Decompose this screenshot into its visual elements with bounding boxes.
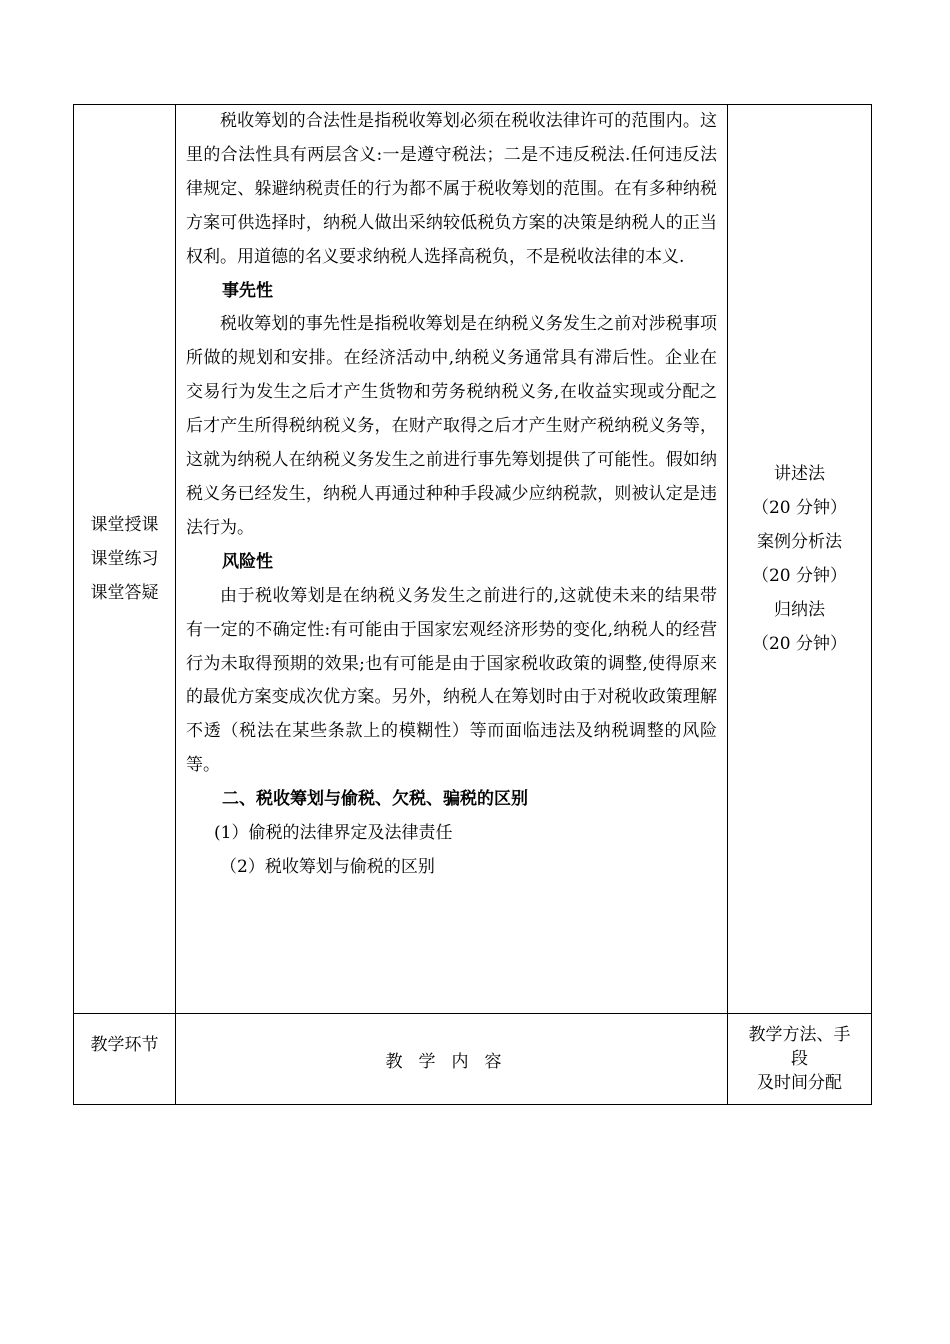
list-item: (1）偷税的法律界定及法律责任 <box>214 823 453 844</box>
stage-line: 课堂答疑 <box>90 583 159 603</box>
lesson-plan-table <box>73 104 872 1105</box>
stage-header: 教学环节 <box>74 1014 176 1105</box>
method-header-line: 教学方法、手 <box>748 1025 851 1045</box>
method-line: 归纳法 <box>774 600 825 620</box>
method-header <box>728 1014 872 1105</box>
method-line: （20 分钟） <box>751 498 848 518</box>
list-item: （2）税收筹划与偷税的区别 <box>220 856 435 877</box>
section-heading: 二、税收筹划与偷税、欠税、骗税的区别 <box>222 789 528 810</box>
stage-line: 课堂授课 <box>90 515 159 535</box>
paragraph-legality: 税收筹划的合法性是指税收筹划必须在税收法律许可的范围内。这里的合法性具有两层含义:一是遵守税法；二是不违反税法.任何违反法律规定、躲避纳税责任的行为都不属于税收筹划的范围。在有多种纳税方案可供选择时，纳税人做出采纳较低税负方案的决策是纳税人的正当权利。用道德的名义要求纳税人选择高税负，不是税收法律的本义. <box>186 111 717 267</box>
paragraph-risk: 由于税收筹划是在纳税义务发生之前进行的,这就使未来的结果带有一定的不确定性:有可能由于国家宏观经济形势的变化,纳税人的经营行为未取得预期的效果;也有可能是由于国家税收政策的调整,使得原来的最优方案变成次优方案。另外，纳税人在筹划时由于对税收政策理解不透（税法在某些条款上的模糊性）等而面临违法及纳税调整的风险等。 <box>186 585 717 776</box>
stage-line: 课堂练习 <box>90 549 159 569</box>
heading-advance: 事先性 <box>222 280 273 301</box>
method-header-line: 及时间分配 <box>757 1073 842 1093</box>
method-header-line: 段 <box>791 1049 808 1069</box>
content-cell <box>176 105 728 1014</box>
method-cell <box>728 105 872 1014</box>
stage-cell <box>74 105 176 1014</box>
method-line: 案例分析法 <box>757 532 842 552</box>
main-row <box>74 105 872 1014</box>
heading-risk: 风险性 <box>222 551 273 572</box>
method-line: 讲述法 <box>774 464 825 484</box>
content-header: 教学内容 <box>176 1014 728 1105</box>
method-line: （20 分钟） <box>751 634 848 654</box>
paragraph-advance: 税收筹划的事先性是指税收筹划是在纳税义务发生之前对涉税事项所做的规划和安排。在经济活动中,纳税义务通常具有滞后性。企业在交易行为发生之后才产生货物和劳务税纳税义务,在收益实现或分配之后才产生所得税纳税义务，在财产取得之后才产生财产税纳税义务等，这就为纳税人在纳税义务发生之前进行事先筹划提供了可能性。假如纳税义务已经发生，纳税人再通过种种手段减少应纳税款，则被认定是违法行为。 <box>186 314 717 538</box>
header-row <box>74 1014 872 1105</box>
method-line: （20 分钟） <box>751 566 848 586</box>
